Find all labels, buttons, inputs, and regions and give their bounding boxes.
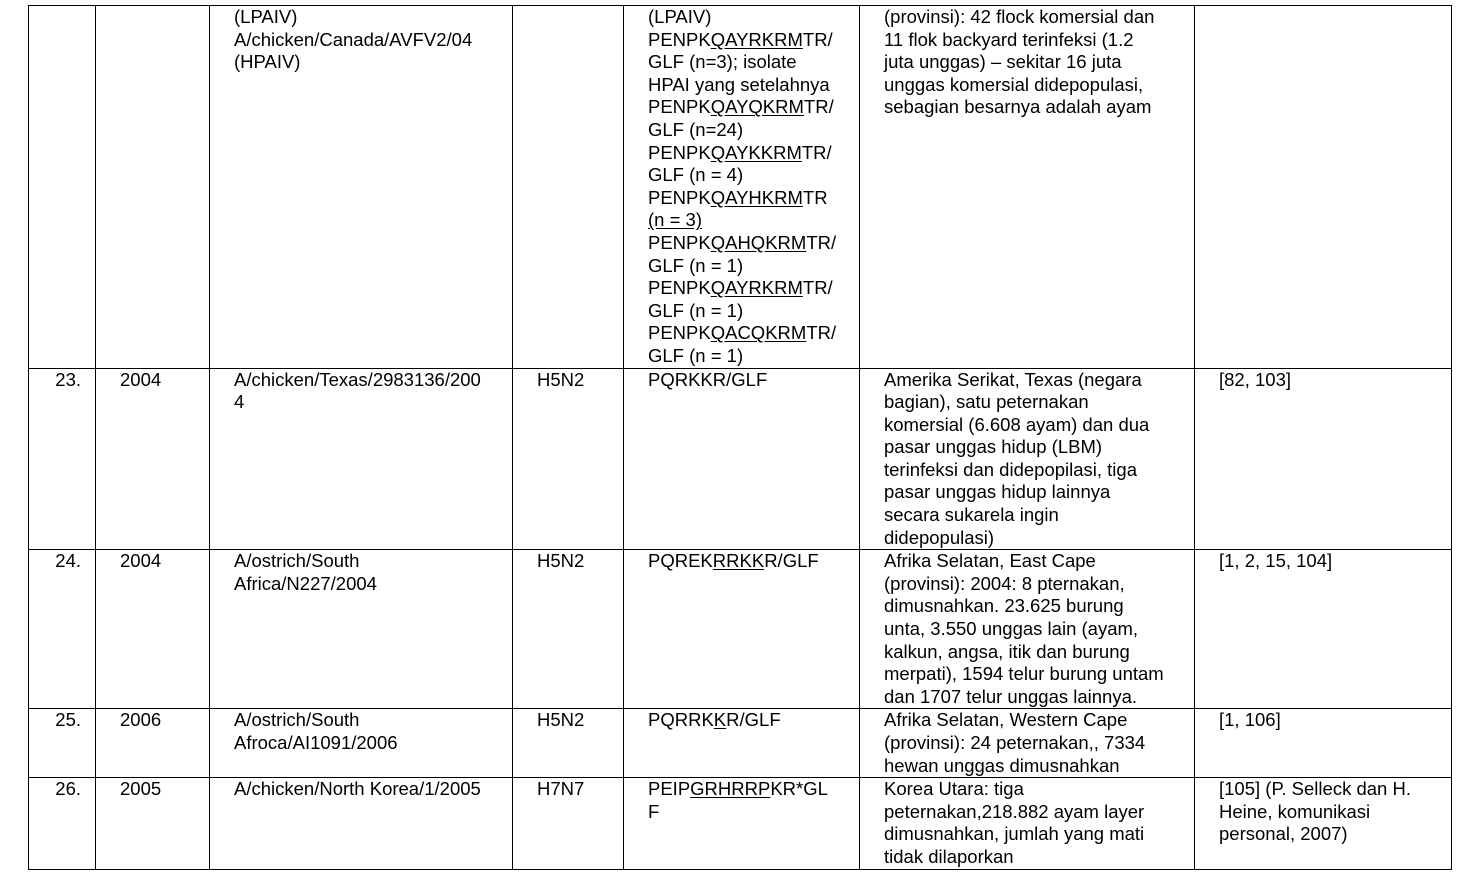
sequence-line: PENPKQAYRKRMTR/ — [648, 28, 833, 50]
cell-cleavage-sequence — [624, 550, 860, 709]
description-line: juta unggas) – sekitar 16 juta — [884, 51, 1122, 73]
cell-description — [860, 778, 1195, 869]
underlined-motif: RRKK — [712, 550, 765, 572]
description-line: hewan unggas dimusnahkan — [884, 754, 1120, 776]
sequence-line: GLF (n = 4) — [648, 164, 744, 186]
outbreak-table — [28, 5, 1452, 870]
description-line: Afrika Selatan, Western Cape — [884, 709, 1128, 731]
sequence-line: PQRRKKR/GLF — [648, 709, 781, 731]
sequence-line: GLF (n = 1) — [648, 344, 744, 366]
cell-number — [29, 6, 96, 369]
underlined-motif: GRHRRP — [690, 778, 771, 800]
description-line: (provinsi): 42 flock komersial dan — [884, 6, 1155, 27]
isolate-line: A/ostrich/South — [234, 550, 360, 572]
isolate-line: A/chicken/North Korea/1/2005 — [234, 778, 481, 800]
cell-cleavage-sequence — [624, 6, 860, 369]
sequence-line: PQRKKR/GLF — [648, 368, 768, 390]
sequence-line: GLF (n = 1) — [648, 254, 744, 276]
underlined-motif: QAYRKRM — [710, 28, 803, 50]
cell-cleavage-sequence — [624, 368, 860, 550]
cell-isolate — [210, 709, 513, 778]
underlined-motif: QAYRKRM — [710, 277, 803, 299]
cell-references — [1195, 6, 1452, 369]
sequence-line: PENPKQAYRKRMTR/ — [648, 277, 833, 299]
sequence-line: (LPAIV) — [648, 6, 712, 27]
cell-description — [860, 709, 1195, 778]
sequence-line: PQREKRRKKR/GLF — [648, 550, 819, 572]
cell-isolate — [210, 778, 513, 869]
table-row — [29, 778, 1452, 869]
reference-line: [1, 2, 15, 104] — [1219, 550, 1333, 572]
description-line: sebagian besarnya adalah ayam — [884, 96, 1152, 118]
cell-references — [1195, 368, 1452, 550]
cell-references — [1195, 550, 1452, 709]
cell-subtype — [513, 6, 624, 369]
isolate-line: (HPAIV) — [234, 51, 301, 73]
sequence-line: PENPKQAYKKRMTR/ — [648, 141, 832, 163]
sequence-line: PENPKQAHQKRMTR/ — [648, 231, 837, 253]
cell-number: 23. — [29, 368, 96, 550]
cell-year: 2005 — [96, 778, 210, 869]
isolate-line: 4 — [234, 391, 245, 413]
isolate-line: (LPAIV) — [234, 6, 298, 27]
description-line: pasar unggas hidup (LBM) — [884, 436, 1103, 458]
description-line: didepopulasi) — [884, 526, 995, 548]
cell-year: 2004 — [96, 550, 210, 709]
description-line: komersial (6.608 ayam) dan dua — [884, 413, 1150, 435]
cell-description — [860, 368, 1195, 550]
table-row — [29, 368, 1452, 550]
sequence-line: PENPKQAYHKRMTR — [648, 186, 828, 208]
cell-description — [860, 6, 1195, 369]
sequence-line: PENPKQACQKRMTR/ — [648, 322, 837, 344]
cell-subtype: H7N7 — [513, 778, 624, 869]
description-line: Afrika Selatan, East Cape — [884, 550, 1096, 572]
underlined-motif: QAYHKRM — [710, 186, 803, 208]
cell-year: 2006 — [96, 709, 210, 778]
cell-subtype: H5N2 — [513, 709, 624, 778]
isolate-line: Afroca/AI1091/2006 — [234, 732, 398, 753]
description-line: (provinsi): 24 peternakan,, 7334 — [884, 732, 1146, 753]
description-line: tidak dilaporkan — [884, 845, 1014, 867]
cell-number: 24. — [29, 550, 96, 709]
isolate-line: Africa/N227/2004 — [234, 572, 377, 594]
description-line: dimusnahkan. 23.625 burung — [884, 595, 1124, 617]
underlined-motif: QAYKKRM — [710, 141, 802, 163]
description-line: unta, 3.550 unggas lain (ayam, — [884, 618, 1139, 640]
isolate-line: A/ostrich/South — [234, 709, 360, 731]
sequence-line: GLF (n=24) — [648, 118, 744, 140]
description-line: terinfeksi dan didepopilasi, tiga — [884, 458, 1137, 480]
sequence-line: PENPKQAYQKRMTR/ — [648, 96, 834, 118]
isolate-line: A/chicken/Texas/2983136/200 — [234, 368, 481, 390]
table-row — [29, 709, 1452, 778]
reference-line: personal, 2007) — [1219, 823, 1348, 845]
cell-subtype: H5N2 — [513, 368, 624, 550]
cell-number: 26. — [29, 778, 96, 869]
reference-line: [82, 103] — [1219, 368, 1292, 390]
description-line: merpati), 1594 telur burung untam — [884, 663, 1164, 685]
underlined-motif: K — [713, 709, 727, 731]
cell-subtype: H5N2 — [513, 550, 624, 709]
underlined-motif: QAHQKRM — [710, 231, 807, 253]
cell-number: 25. — [29, 709, 96, 778]
cell-year — [96, 6, 210, 369]
cell-isolate — [210, 368, 513, 550]
table-row — [29, 550, 1452, 709]
isolate-line: A/chicken/Canada/AVFV2/04 — [234, 28, 473, 50]
sequence-line — [648, 209, 855, 232]
description-line: bagian), satu peternakan — [884, 391, 1089, 413]
cell-references — [1195, 778, 1452, 869]
description-line: Korea Utara: tiga — [884, 778, 1024, 800]
underlined-motif: QAYQKRM — [710, 96, 804, 118]
sequence-line: HPAI yang setelahnya — [648, 73, 830, 95]
underlined-motif: QACQKRM — [710, 322, 807, 344]
cell-isolate — [210, 550, 513, 709]
sequence-line: GLF (n = 1) — [648, 299, 744, 321]
cell-year: 2004 — [96, 368, 210, 550]
cell-description — [860, 550, 1195, 709]
description-line: (provinsi): 2004: 8 pternakan, — [884, 572, 1125, 594]
description-line: secara sukarela ingin — [884, 504, 1059, 526]
description-line: Amerika Serikat, Texas (negara — [884, 368, 1142, 390]
cell-references — [1195, 709, 1452, 778]
description-line: peternakan,218.882 ayam layer — [884, 800, 1145, 822]
table-body — [29, 6, 1452, 870]
table-row — [29, 6, 1452, 369]
description-line: 11 flok backyard terinfeksi (1.2 — [884, 28, 1134, 50]
underlined-motif: (n = 3) — [648, 209, 702, 231]
description-line: unggas komersial didepopulasi, — [884, 73, 1144, 95]
reference-line: [105] (P. Selleck dan H. — [1219, 778, 1411, 800]
reference-line: [1, 106] — [1219, 709, 1281, 731]
description-line: pasar unggas hidup lainnya — [884, 481, 1111, 503]
cell-cleavage-sequence — [624, 778, 860, 869]
sequence-line: F — [648, 800, 660, 822]
reference-line: Heine, komunikasi — [1219, 800, 1371, 822]
description-line: kalkun, angsa, itik dan burung — [884, 640, 1130, 662]
sequence-line: PEIPGRHRRPKR*GL — [648, 778, 828, 800]
description-line: dimusnahkan, jumlah yang mati — [884, 823, 1145, 845]
description-line: dan 1707 telur unggas lainnya. — [884, 685, 1138, 707]
cell-cleavage-sequence — [624, 709, 860, 778]
cell-isolate — [210, 6, 513, 369]
sequence-line: GLF (n=3); isolate — [648, 51, 797, 73]
